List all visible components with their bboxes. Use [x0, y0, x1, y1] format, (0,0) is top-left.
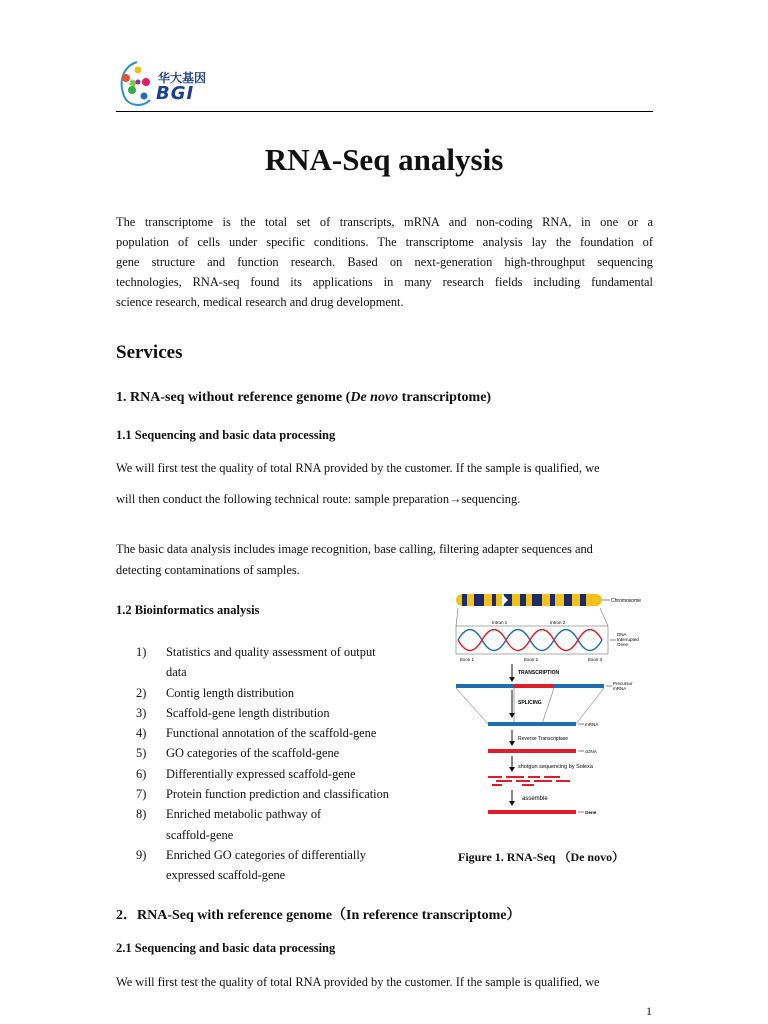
intro-line-1: The transcriptome is the total set of transcripts, mRNA and non-coding RNA, in one or a — [116, 215, 653, 229]
section-1-1-line-2: will then conduct the following technical route: sample preparation→sequencing. — [116, 492, 521, 506]
arrow-down-icon — [509, 677, 515, 682]
list-item-text: Statistics and quality assessment of output data — [166, 645, 376, 680]
list-item-text: Scaffold-gene length distribution — [166, 705, 330, 720]
list-item-number: 8) — [136, 807, 147, 822]
list-item-text: Functional annotation of the scaffold-gene — [166, 726, 377, 741]
bioinformatics-list — [136, 642, 436, 886]
company-logo — [116, 56, 226, 112]
section-1-heading-post: transcriptome) — [398, 390, 492, 405]
list-item — [136, 723, 436, 743]
list-item-text: Differentially expressed scaffold-gene — [166, 766, 356, 781]
dna-label: DNA — [617, 632, 627, 637]
shotgun-sequencing-label: shotgun sequencing by Solexa — [518, 764, 593, 770]
list-item-text: Enriched metabolic pathway of scaffold-gene — [166, 807, 322, 842]
intro-line-3: gene structure and function research. Based on next-generation high-throughput sequencing — [116, 255, 653, 269]
splicing-label: SPLICING — [518, 700, 542, 706]
precursor-mrna-bar — [456, 684, 604, 688]
section-1-heading-italic: De novo — [350, 390, 399, 405]
cdna-bar — [488, 749, 576, 753]
dna-helix — [456, 626, 608, 654]
arrow-down-icon — [509, 767, 515, 772]
precursor-label: Precursor — [613, 681, 633, 686]
list-item-text: Contig length distribution — [166, 685, 295, 700]
list-item-number: 1) — [136, 645, 147, 659]
section-1-1-line-1: We will first test the quality of total RNA provided by the customer. If the sample is qualified, we — [116, 461, 600, 475]
services-heading: Services — [116, 342, 183, 363]
header-divider — [116, 111, 653, 112]
list-item — [136, 764, 436, 784]
section-2-1-line-1: We will first test the quality of total RNA provided by the customer. If the sample is qualified, we — [116, 975, 600, 989]
figure-caption: Figure 1. RNA-Seq （De novo） — [458, 850, 625, 864]
section-1-heading — [116, 390, 491, 406]
list-item-text: Enriched GO categories of differentially expressed scaffold-gene — [166, 847, 367, 883]
arrow-down-icon — [509, 801, 515, 806]
read-fragments — [488, 776, 570, 786]
logo-english-text: BGI — [156, 83, 195, 104]
intron-2-label: Intron 2 — [550, 620, 566, 625]
section-1-heading-pre: 1. RNA-seq without reference genome ( — [116, 390, 351, 405]
list-item-number: 7) — [136, 787, 147, 802]
intron-1-label: Intron 1 — [492, 620, 508, 625]
list-item-text: Protein function prediction and classification — [166, 787, 389, 802]
gene-output-label: Gene — [585, 810, 597, 815]
gene-bar — [488, 810, 576, 814]
exon-3-label: Exon 3 — [588, 657, 603, 662]
list-item-number: 4) — [136, 726, 147, 741]
list-item-number: 5) — [136, 746, 147, 761]
intro-line-5: science research, medical research and drug development. — [116, 295, 404, 309]
list-item-text: GO categories of the scaffold-gene — [166, 746, 340, 761]
page-number: 1 — [646, 1004, 652, 1018]
list-item — [136, 804, 346, 845]
list-item — [136, 703, 436, 723]
list-item-number: 9) — [136, 847, 147, 862]
list-item — [136, 784, 436, 804]
section-1-1-basic-line-1: The basic data analysis includes image recognition, base calling, filtering adapter sequences and — [116, 542, 593, 556]
mrna-bar — [488, 722, 576, 726]
reverse-transcriptase-label: Reverse Transcriptase — [518, 736, 569, 742]
list-item — [136, 845, 396, 886]
section-1-2-heading: 1.2 Bioinformatics analysis — [116, 603, 260, 617]
rna-seq-workflow-figure — [452, 590, 662, 822]
chromosome-bar — [456, 594, 602, 606]
page-title: RNA-Seq analysis — [264, 142, 504, 177]
bgi-emblem-icon — [116, 56, 158, 112]
arrow-down-icon — [509, 741, 515, 746]
intro-line-4: technologies, RNA-seq found its applications in many research fields including fundamental — [116, 275, 653, 289]
list-item — [136, 642, 396, 683]
transcription-label: TRANSCRIPTION — [518, 670, 560, 676]
gene-label: Gene — [617, 642, 629, 647]
interrupted-label: Interrupted — [617, 637, 639, 642]
intro-line-2: population of cells under specific conditions. The transcriptome analysis lay the foundation of — [116, 235, 653, 249]
section-2-1-heading: 2.1 Sequencing and basic data processing — [116, 941, 336, 955]
list-item — [136, 743, 436, 763]
exon-2-label: Exon 2 — [524, 657, 539, 662]
list-item — [136, 683, 436, 703]
list-item-number: 2) — [136, 685, 147, 700]
chromosome-label: Chromosome — [611, 598, 642, 604]
section-1-1-heading: 1.1 Sequencing and basic data processing — [116, 428, 336, 442]
logo-chinese-text: 华大基因 — [158, 71, 207, 85]
section-2-heading: 2．RNA-Seq with reference genome（In reference transcriptome） — [116, 908, 521, 923]
list-item-number: 3) — [136, 705, 147, 720]
cdna-label: cDNA — [585, 749, 597, 754]
assemble-label: assemble — [522, 796, 548, 802]
list-item-number: 6) — [136, 766, 147, 781]
mrna-label: mRNA — [585, 722, 599, 727]
section-1-1-basic-line-2: detecting contaminations of samples. — [116, 563, 300, 577]
precursor-mrna-label: mRNA — [613, 686, 627, 691]
exon-1-label: Exon 1 — [460, 657, 475, 662]
